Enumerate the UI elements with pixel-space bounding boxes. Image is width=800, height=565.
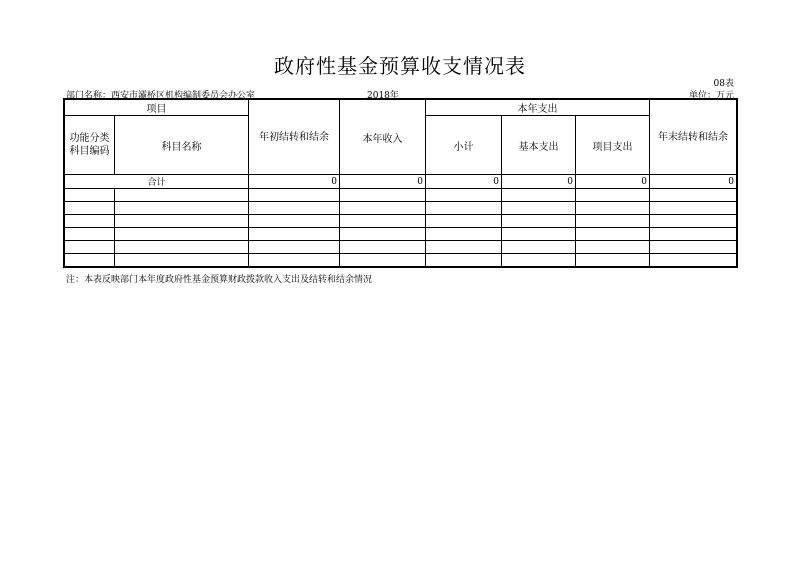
- budget-table: [64, 99, 737, 267]
- table-row: [65, 241, 737, 254]
- header-end-balance: 年末结转和结余: [650, 100, 737, 175]
- header-item: 项目: [65, 100, 249, 116]
- total-current-income: 0: [340, 175, 426, 189]
- department-name: 部门名称：西安市灞桥区机构编制委员会办公室: [66, 91, 256, 101]
- total-row: [65, 175, 737, 189]
- header-func-code: 功能分类 科目编码: [65, 116, 115, 175]
- currency-unit: 单位：万元: [688, 91, 734, 101]
- total-end-balance: 0: [650, 175, 737, 189]
- header-basic-expenditure: 基本支出: [502, 116, 576, 175]
- header-row-1: [65, 100, 737, 116]
- header-project-expenditure: 项目支出: [576, 116, 650, 175]
- header-current-expenditure: 本年支出: [426, 100, 650, 116]
- report-year: 2018年: [367, 91, 399, 101]
- total-begin-balance: 0: [249, 175, 340, 189]
- table-row: [65, 215, 737, 228]
- table-row: [65, 228, 737, 241]
- table-number: 08表: [713, 79, 734, 89]
- header-subject-name: 科目名称: [115, 116, 249, 175]
- total-subtotal: 0: [426, 175, 502, 189]
- total-basic-expenditure: 0: [502, 175, 576, 189]
- table-row: [65, 189, 737, 202]
- report-title: 政府性基金预算收支情况表: [274, 54, 526, 78]
- header-begin-balance: 年初结转和结余: [249, 100, 340, 175]
- header-subtotal: 小计: [426, 116, 502, 175]
- header-current-income: 本年收入: [340, 100, 426, 175]
- footnote: 注：本表反映部门本年度政府性基金预算财政拨款收入支出及结转和结余情况: [66, 275, 373, 285]
- table-row: [65, 202, 737, 215]
- total-project-expenditure: 0: [576, 175, 650, 189]
- table-row: [65, 254, 737, 267]
- total-label: 合计: [65, 175, 249, 189]
